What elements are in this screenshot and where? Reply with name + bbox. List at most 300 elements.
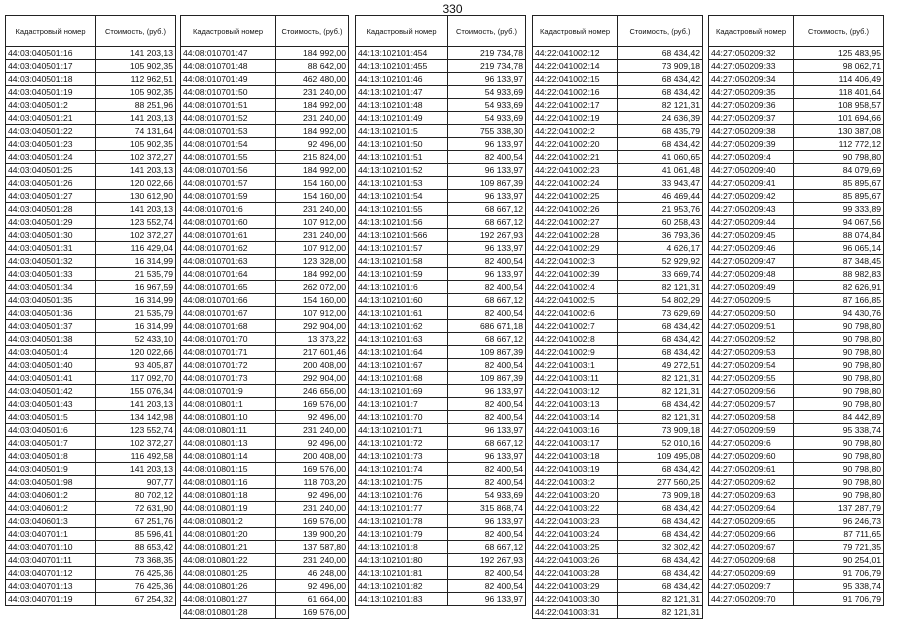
- cadastral-number-cell: 44:08:010801:27: [181, 593, 276, 606]
- cadastral-number-cell: 44:08:010801:16: [181, 476, 276, 489]
- cost-cell: 90 798,80: [794, 333, 884, 346]
- cost-cell: 107 912,00: [276, 216, 349, 229]
- cost-cell: 80 702,12: [96, 489, 176, 502]
- table-row: [533, 86, 703, 99]
- table-row: [6, 580, 176, 593]
- cost-cell: 96 133,97: [448, 450, 526, 463]
- cost-cell: 76 425,36: [96, 567, 176, 580]
- cadastral-number-cell: 44:13:102101:455: [356, 60, 448, 73]
- cost-cell: 68 435,79: [618, 125, 703, 138]
- cadastral-number-cell: 44:08:010701:63: [181, 255, 276, 268]
- table-row: [533, 99, 703, 112]
- table-row: [533, 203, 703, 216]
- table-row: [709, 99, 884, 112]
- cost-cell: 52 010,16: [618, 437, 703, 450]
- table-row: [181, 385, 349, 398]
- table-row: [6, 190, 176, 203]
- cost-cell: 68 667,12: [448, 203, 526, 216]
- cadastral-number-cell: 44:03:040501:37: [6, 320, 96, 333]
- cost-cell: 96 133,97: [448, 138, 526, 151]
- table-row: [709, 190, 884, 203]
- cost-cell: 219 734,78: [448, 47, 526, 60]
- cadastral-number-cell: 44:03:040701:11: [6, 554, 96, 567]
- cost-cell: 46 469,44: [618, 190, 703, 203]
- cost-cell: 139 900,20: [276, 528, 349, 541]
- table-row: [533, 528, 703, 541]
- table-row: [533, 346, 703, 359]
- cost-cell: 277 560,25: [618, 476, 703, 489]
- table-row: [356, 190, 526, 203]
- cadastral-number-cell: 44:08:010701:68: [181, 320, 276, 333]
- cost-cell: 88 982,83: [794, 268, 884, 281]
- cost-cell: 137 587,80: [276, 541, 349, 554]
- table-row: [6, 112, 176, 125]
- table-row: [533, 489, 703, 502]
- cost-cell: 21 535,79: [96, 268, 176, 281]
- cost-cell: 82 400,54: [448, 359, 526, 372]
- table-row: [356, 463, 526, 476]
- table-row: [533, 567, 703, 580]
- table-row: [709, 177, 884, 190]
- table-row: [356, 177, 526, 190]
- cadastral-number-cell: 44:13:102101:75: [356, 476, 448, 489]
- cadastral-number-cell: 44:03:040501:41: [6, 372, 96, 385]
- table-row: [181, 151, 349, 164]
- table-row: [6, 242, 176, 255]
- table-row: [6, 255, 176, 268]
- table-row: [6, 567, 176, 580]
- table-row: [181, 450, 349, 463]
- cadastral-number-cell: 44:22:041003:23: [533, 515, 618, 528]
- cadastral-number-cell: 44:08:010701:60: [181, 216, 276, 229]
- table-row: [356, 138, 526, 151]
- table-row: [709, 60, 884, 73]
- table-row: [356, 385, 526, 398]
- cadastral-number-cell: 44:13:102101:68: [356, 372, 448, 385]
- cadastral-number-cell: 44:22:041003:31: [533, 606, 618, 619]
- cadastral-number-cell: 44:13:102101:54: [356, 190, 448, 203]
- cost-cell: 102 372,27: [96, 229, 176, 242]
- cost-cell: 67 251,76: [96, 515, 176, 528]
- table-row: [709, 125, 884, 138]
- cost-cell: 73 909,18: [618, 424, 703, 437]
- cost-cell: 141 203,13: [96, 203, 176, 216]
- cadastral-number-cell: 44:27:050209:51: [709, 320, 794, 333]
- table-row: [181, 255, 349, 268]
- cadastral-number-cell: 44:22:041003:12: [533, 385, 618, 398]
- cadastral-number-cell: 44:13:102101:56: [356, 216, 448, 229]
- cadastral-number-cell: 44:27:050209:32: [709, 47, 794, 60]
- cadastral-number-cell: 44:08:010701:73: [181, 372, 276, 385]
- table-row: [356, 125, 526, 138]
- table-row: [6, 268, 176, 281]
- cadastral-number-cell: 44:27:050209:55: [709, 372, 794, 385]
- cadastral-number-cell: 44:08:010801:18: [181, 489, 276, 502]
- cadastral-number-cell: 44:08:010701:61: [181, 229, 276, 242]
- cost-cell: 68 434,42: [618, 73, 703, 86]
- cadastral-number-cell: 44:13:102101:52: [356, 164, 448, 177]
- cadastral-number-cell: 44:08:010701:65: [181, 281, 276, 294]
- cost-cell: 292 904,00: [276, 320, 349, 333]
- cadastral-number-cell: 44:22:041002:3: [533, 255, 618, 268]
- table-row: [181, 281, 349, 294]
- table-row: [356, 203, 526, 216]
- table-row: [356, 229, 526, 242]
- cadastral-number-cell: 44:27:050209:63: [709, 489, 794, 502]
- cost-cell: 154 160,00: [276, 294, 349, 307]
- cost-cell: 73 909,18: [618, 60, 703, 73]
- table-row: [356, 580, 526, 593]
- cost-cell: 215 824,00: [276, 151, 349, 164]
- cost-cell: 54 933,69: [448, 489, 526, 502]
- cadastral-number-cell: 44:22:041003:16: [533, 424, 618, 437]
- cadastral-number-cell: 44:03:040501:9: [6, 463, 96, 476]
- cost-cell: 68 434,42: [618, 554, 703, 567]
- cost-cell: 68 434,42: [618, 47, 703, 60]
- cadastral-number-cell: 44:22:041003:19: [533, 463, 618, 476]
- cost-cell: 82 121,31: [618, 372, 703, 385]
- table-row: [356, 554, 526, 567]
- table-row: [356, 528, 526, 541]
- cost-cell: 90 798,80: [794, 398, 884, 411]
- table-row: [709, 554, 884, 567]
- cadastral-number-cell: 44:13:102101:454: [356, 47, 448, 60]
- cadastral-number-cell: 44:08:010801:15: [181, 463, 276, 476]
- table-row: [533, 606, 703, 619]
- cadastral-number-cell: 44:27:050209:5: [709, 294, 794, 307]
- table-row: [533, 502, 703, 515]
- cadastral-number-cell: 44:08:010801:22: [181, 554, 276, 567]
- table-row: [181, 294, 349, 307]
- table-row: [533, 268, 703, 281]
- cost-cell: 54 802,29: [618, 294, 703, 307]
- table-row: [533, 398, 703, 411]
- cost-cell: 96 133,97: [448, 268, 526, 281]
- cadastral-number-cell: 44:13:102101:70: [356, 411, 448, 424]
- cadastral-number-cell: 44:22:041003:18: [533, 450, 618, 463]
- cost-cell: 72 631,90: [96, 502, 176, 515]
- table-row: [356, 294, 526, 307]
- table-row: [709, 437, 884, 450]
- cost-cell: 82 400,54: [448, 411, 526, 424]
- cost-cell: 118 401,64: [794, 86, 884, 99]
- cost-cell: 231 240,00: [276, 502, 349, 515]
- cost-cell: 82 400,54: [448, 151, 526, 164]
- cadastral-number-cell: 44:22:041002:2: [533, 125, 618, 138]
- cadastral-number-cell: 44:03:040701:1: [6, 528, 96, 541]
- cadastral-number-cell: 44:08:010701:6: [181, 203, 276, 216]
- cadastral-number-cell: 44:27:050209:48: [709, 268, 794, 281]
- cadastral-number-cell: 44:03:040501:31: [6, 242, 96, 255]
- cost-cell: 74 131,64: [96, 125, 176, 138]
- table-row: [6, 320, 176, 333]
- cadastral-number-cell: 44:03:040501:28: [6, 203, 96, 216]
- cost-cell: 90 798,80: [794, 489, 884, 502]
- cost-cell: 107 912,00: [276, 307, 349, 320]
- cost-cell: 231 240,00: [276, 203, 349, 216]
- cadastral-number-cell: 44:27:050209:65: [709, 515, 794, 528]
- cost-cell: 155 076,34: [96, 385, 176, 398]
- cost-cell: 92 496,00: [276, 411, 349, 424]
- cost-cell: 90 798,80: [794, 320, 884, 333]
- table-row: [6, 424, 176, 437]
- header-cadastral-number: Кадастровый номер: [533, 16, 618, 47]
- cost-cell: 82 121,31: [618, 593, 703, 606]
- cadastral-number-cell: 44:08:010701:55: [181, 151, 276, 164]
- table-row: [356, 398, 526, 411]
- cost-cell: 84 442,89: [794, 411, 884, 424]
- cost-cell: 125 483,95: [794, 47, 884, 60]
- cost-cell: 46 248,00: [276, 567, 349, 580]
- cadastral-number-cell: 44:13:102101:6: [356, 281, 448, 294]
- cost-cell: 85 895,67: [794, 190, 884, 203]
- page-number: 330: [442, 2, 463, 16]
- cost-cell: 184 992,00: [276, 268, 349, 281]
- cost-cell: 109 495,08: [618, 450, 703, 463]
- table-row: [181, 359, 349, 372]
- cadastral-number-cell: 44:03:040501:43: [6, 398, 96, 411]
- cadastral-number-cell: 44:22:041003:29: [533, 580, 618, 593]
- table-row: [6, 125, 176, 138]
- cadastral-number-cell: 44:08:010701:47: [181, 47, 276, 60]
- cost-cell: 96 246,73: [794, 515, 884, 528]
- table-row: [181, 177, 349, 190]
- cadastral-number-cell: 44:27:050209:6: [709, 437, 794, 450]
- table-row: [356, 216, 526, 229]
- table-row: [533, 177, 703, 190]
- cadastral-number-cell: 44:27:050209:53: [709, 346, 794, 359]
- table-row: [533, 229, 703, 242]
- cadastral-number-cell: 44:27:050209:34: [709, 73, 794, 86]
- table-row: [709, 216, 884, 229]
- cost-cell: 686 671,18: [448, 320, 526, 333]
- cost-cell: 91 706,79: [794, 593, 884, 606]
- cadastral-number-cell: 44:03:040501:21: [6, 112, 96, 125]
- table-row: [181, 372, 349, 385]
- cadastral-number-cell: 44:27:050209:52: [709, 333, 794, 346]
- table-row: [356, 47, 526, 60]
- table-row: [356, 476, 526, 489]
- cost-cell: 123 552,74: [96, 424, 176, 437]
- cost-cell: 68 667,12: [448, 216, 526, 229]
- cadastral-number-cell: 44:27:050209:42: [709, 190, 794, 203]
- table-row: [709, 281, 884, 294]
- table-row: [181, 528, 349, 541]
- cadastral-number-cell: 44:27:050209:7: [709, 580, 794, 593]
- cadastral-number-cell: 44:22:041002:5: [533, 294, 618, 307]
- cost-cell: 16 314,99: [96, 255, 176, 268]
- table-row: [709, 229, 884, 242]
- cadastral-number-cell: 44:08:010701:9: [181, 385, 276, 398]
- table-row: [181, 593, 349, 606]
- cost-cell: 169 576,00: [276, 606, 349, 619]
- cost-cell: 90 798,80: [794, 476, 884, 489]
- cadastral-number-cell: 44:27:050209:58: [709, 411, 794, 424]
- cadastral-number-cell: 44:22:041002:6: [533, 307, 618, 320]
- table-header-row: [181, 16, 349, 47]
- cadastral-number-cell: 44:13:102101:57: [356, 242, 448, 255]
- cadastral-number-cell: 44:03:040701:13: [6, 580, 96, 593]
- table-row: [181, 476, 349, 489]
- cadastral-number-cell: 44:03:040601:2: [6, 502, 96, 515]
- cost-cell: 184 992,00: [276, 164, 349, 177]
- table-row: [6, 138, 176, 151]
- table-row: [356, 489, 526, 502]
- cost-cell: 41 061,48: [618, 164, 703, 177]
- cost-cell: 68 434,42: [618, 502, 703, 515]
- cadastral-number-cell: 44:03:040501:38: [6, 333, 96, 346]
- cost-cell: 96 133,97: [448, 164, 526, 177]
- cost-cell: 109 867,39: [448, 177, 526, 190]
- cadastral-number-cell: 44:08:010701:53: [181, 125, 276, 138]
- table-row: [356, 411, 526, 424]
- cost-cell: 67 254,32: [96, 593, 176, 606]
- table-row: [181, 229, 349, 242]
- cadastral-number-cell: 44:27:050209:39: [709, 138, 794, 151]
- cost-cell: 16 967,59: [96, 281, 176, 294]
- cost-cell: 68 434,42: [618, 346, 703, 359]
- cost-cell: 73 368,35: [96, 554, 176, 567]
- table-row: [6, 151, 176, 164]
- cost-cell: 54 933,69: [448, 86, 526, 99]
- cost-cell: 82 626,91: [794, 281, 884, 294]
- cadastral-number-cell: 44:27:050209:57: [709, 398, 794, 411]
- table-row: [6, 73, 176, 86]
- cadastral-number-cell: 44:03:040501:17: [6, 60, 96, 73]
- cadastral-number-cell: 44:27:050209:44: [709, 216, 794, 229]
- cost-cell: 93 405,87: [96, 359, 176, 372]
- table-row: [6, 450, 176, 463]
- table-row: [356, 99, 526, 112]
- cadastral-number-cell: 44:22:041003:13: [533, 398, 618, 411]
- table-row: [181, 307, 349, 320]
- cost-cell: 82 121,31: [618, 281, 703, 294]
- table-row: [6, 502, 176, 515]
- table-row: [6, 489, 176, 502]
- cadastral-number-cell: 44:13:102101:62: [356, 320, 448, 333]
- cadastral-number-cell: 44:03:040501:16: [6, 47, 96, 60]
- cost-cell: 141 203,13: [96, 47, 176, 60]
- cost-cell: 82 400,54: [448, 463, 526, 476]
- table-row: [709, 255, 884, 268]
- cost-cell: 96 133,97: [448, 242, 526, 255]
- cadastral-number-cell: 44:03:040501:42: [6, 385, 96, 398]
- table-row: [181, 242, 349, 255]
- cadastral-number-cell: 44:13:102101:63: [356, 333, 448, 346]
- cost-cell: 184 992,00: [276, 125, 349, 138]
- table-header-row: [709, 16, 884, 47]
- cost-cell: 169 576,00: [276, 398, 349, 411]
- cost-cell: 82 121,31: [618, 385, 703, 398]
- cost-cell: 85 895,67: [794, 177, 884, 190]
- cost-cell: 90 798,80: [794, 437, 884, 450]
- cadastral-number-cell: 44:27:050209:37: [709, 112, 794, 125]
- table-row: [181, 333, 349, 346]
- table-row: [6, 359, 176, 372]
- cost-cell: 82 400,54: [448, 307, 526, 320]
- table-row: [533, 554, 703, 567]
- cadastral-number-cell: 44:08:010801:11: [181, 424, 276, 437]
- table-row: [356, 502, 526, 515]
- cadastral-number-cell: 44:27:050209:56: [709, 385, 794, 398]
- cost-cell: 60 258,43: [618, 216, 703, 229]
- cost-cell: 95 338,74: [794, 424, 884, 437]
- cost-cell: 96 133,97: [448, 385, 526, 398]
- table-row: [709, 398, 884, 411]
- cadastral-number-cell: 44:27:050209:64: [709, 502, 794, 515]
- table-row: [181, 125, 349, 138]
- header-cost: Стоимость, (руб.): [618, 16, 703, 47]
- cadastral-number-cell: 44:22:041002:17: [533, 99, 618, 112]
- table-row: [709, 112, 884, 125]
- table-row: [181, 515, 349, 528]
- cost-cell: 192 267,93: [448, 229, 526, 242]
- cadastral-number-cell: 44:27:050209:69: [709, 567, 794, 580]
- table-row: [533, 372, 703, 385]
- cost-cell: 96 133,97: [448, 73, 526, 86]
- cost-cell: 94 430,76: [794, 307, 884, 320]
- table-row: [6, 307, 176, 320]
- cost-cell: 192 267,93: [448, 554, 526, 567]
- cost-cell: 36 793,36: [618, 229, 703, 242]
- cost-cell: 98 062,71: [794, 60, 884, 73]
- cost-cell: 102 372,27: [96, 151, 176, 164]
- table-row: [6, 346, 176, 359]
- table-row: [181, 398, 349, 411]
- cadastral-number-cell: 44:08:010701:48: [181, 60, 276, 73]
- table-row: [181, 580, 349, 593]
- table-row: [181, 190, 349, 203]
- cost-cell: 68 667,12: [448, 437, 526, 450]
- cost-cell: 231 240,00: [276, 229, 349, 242]
- table-row: [6, 528, 176, 541]
- table-row: [533, 164, 703, 177]
- table-row: [356, 164, 526, 177]
- cost-cell: 184 992,00: [276, 99, 349, 112]
- cadastral-number-cell: 44:13:102101:72: [356, 437, 448, 450]
- cost-cell: 68 434,42: [618, 333, 703, 346]
- cost-cell: 90 254,01: [794, 554, 884, 567]
- cost-cell: 68 434,42: [618, 138, 703, 151]
- table-row: [533, 190, 703, 203]
- cadastral-number-cell: 44:03:040501:8: [6, 450, 96, 463]
- cadastral-number-cell: 44:22:041002:28: [533, 229, 618, 242]
- cadastral-number-cell: 44:13:102101:79: [356, 528, 448, 541]
- table-row: [181, 541, 349, 554]
- cost-cell: 82 400,54: [448, 528, 526, 541]
- cadastral-number-cell: 44:08:010701:56: [181, 164, 276, 177]
- cadastral-number-cell: 44:08:010801:25: [181, 567, 276, 580]
- table-row: [181, 320, 349, 333]
- cost-cell: 90 798,80: [794, 359, 884, 372]
- cadastral-number-cell: 44:08:010801:13: [181, 437, 276, 450]
- cost-cell: 112 772,12: [794, 138, 884, 151]
- cost-cell: 68 434,42: [618, 528, 703, 541]
- table-row: [181, 86, 349, 99]
- table-row: [181, 606, 349, 619]
- cost-cell: 68 667,12: [448, 294, 526, 307]
- cadastral-number-cell: 44:08:010701:50: [181, 86, 276, 99]
- table-row: [709, 385, 884, 398]
- cadastral-number-cell: 44:08:010801:28: [181, 606, 276, 619]
- cost-cell: 96 133,97: [448, 424, 526, 437]
- cost-cell: 141 203,13: [96, 164, 176, 177]
- cost-cell: 68 667,12: [448, 541, 526, 554]
- cadastral-number-cell: 44:08:010801:21: [181, 541, 276, 554]
- cost-cell: 231 240,00: [276, 424, 349, 437]
- cost-cell: 92 496,00: [276, 437, 349, 450]
- cost-cell: 231 240,00: [276, 554, 349, 567]
